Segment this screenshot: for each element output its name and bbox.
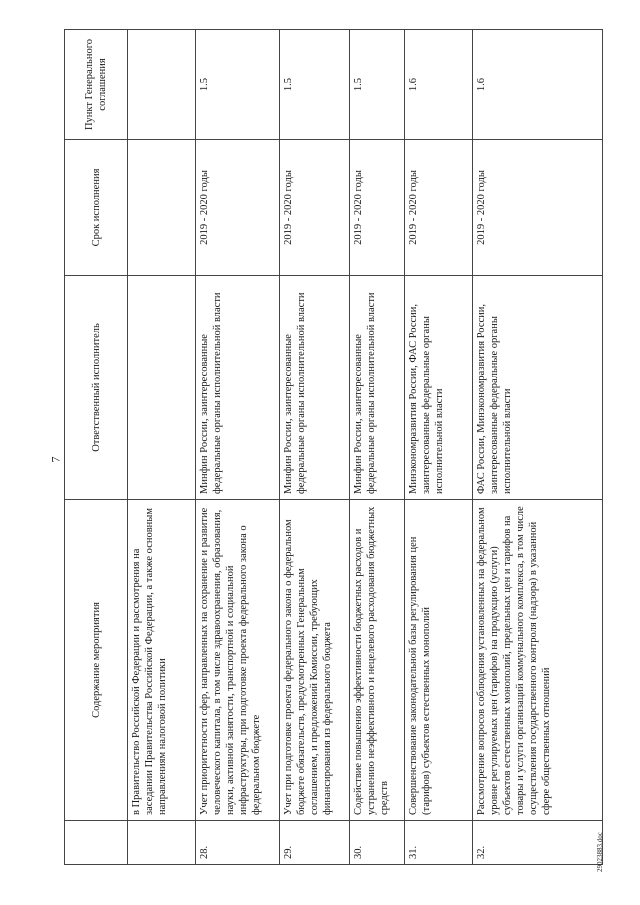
cell-clause: 1.6 — [405, 30, 473, 140]
cell-num — [128, 821, 196, 865]
cell-deadline: 2019 - 2020 годы — [350, 140, 405, 276]
cell-deadline: 2019 - 2020 годы — [280, 140, 350, 276]
cell-clause: 1.5 — [350, 30, 405, 140]
header-num — [65, 821, 128, 865]
cell-num: 29. — [280, 821, 350, 865]
cell-executor: ФАС России, Минэкономразвития России, заинтересованные федеральные органы исполнительной власти — [473, 276, 603, 500]
cell-content: Содействие повышению эффективности бюджетных расходов и устранению неэффективного и нецелевого расходования бюджетных средств — [350, 500, 405, 821]
cell-executor: Минфин России, заинтересованные федеральные органы исполнительной власти — [280, 276, 350, 500]
cell-content: в Правительство Российской Федерации и рассмотрения на заседании Правительства Российской Федерации, а также основным направлениям налоговой политики — [128, 500, 196, 821]
header-clause: Пункт Генерального соглашения — [65, 30, 128, 140]
cell-clause — [128, 30, 196, 140]
cell-executor: Минфин России, заинтересованные федеральные органы исполнительной власти — [196, 276, 280, 500]
cell-clause: 1.6 — [473, 30, 603, 140]
cell-executor: Минфин России, заинтересованные федеральные органы исполнительной власти — [350, 276, 405, 500]
table-row — [280, 30, 350, 865]
table-row — [350, 30, 405, 865]
table-header-row — [65, 30, 128, 865]
measures-table — [64, 29, 603, 865]
table-row — [405, 30, 473, 865]
cell-clause: 1.5 — [280, 30, 350, 140]
cell-content: Совершенствование законодательной базы регулирования цен (тарифов) субъектов естественных монополий — [405, 500, 473, 821]
header-executor: Ответственный исполнитель — [65, 276, 128, 500]
cell-num: 30. — [350, 821, 405, 865]
rotated-table-container — [64, 30, 606, 865]
cell-content: Учет при подготовке проекта федерального закона о федеральном бюджете обязательств, предусмотренных Генеральным соглашением, и предложений Комиссии, требующих финансирования из федерального бюджета — [280, 500, 350, 821]
cell-deadline — [128, 140, 196, 276]
cell-num: 28. — [196, 821, 280, 865]
cell-num: 31. — [405, 821, 473, 865]
cell-num: 32. — [473, 821, 603, 865]
cell-deadline: 2019 - 2020 годы — [196, 140, 280, 276]
header-content: Содержание мероприятия — [65, 500, 128, 821]
header-deadline: Срок исполнения — [65, 140, 128, 276]
cell-content: Рассмотрение вопросов соблюдения установленных на федеральном уровне регулируемых цен (тарифов) на продукцию (услуги) субъектов естественных монополий, предельных цен и тарифов на товары и услуги организаций коммунального комплекса, в том числе осуществления государственного контроля (надзора) в указанной сфере общественных отношений — [473, 500, 603, 821]
table-row — [196, 30, 280, 865]
cell-executor: Минэкономразвития России, ФАС России, заинтересованные федеральные органы исполнительной власти — [405, 276, 473, 500]
cell-content: Учет приоритетности сфер, направленных на сохранение и развитие человеческого капитала, в том числе здравоохранения, образования, науки, активной занятости, транспортной и социальной инфраструктуры, при подготовке проекта федерального закона о федеральном бюджете — [196, 500, 280, 821]
cell-deadline: 2019 - 2020 годы — [405, 140, 473, 276]
table-row-continuation — [128, 30, 196, 865]
table-row — [473, 30, 603, 865]
footer-doc-code: 29023883.doc — [596, 832, 604, 872]
cell-executor — [128, 276, 196, 500]
cell-clause: 1.5 — [196, 30, 280, 140]
page-number: 7 — [48, 456, 63, 463]
cell-deadline: 2019 - 2020 годы — [473, 140, 603, 276]
